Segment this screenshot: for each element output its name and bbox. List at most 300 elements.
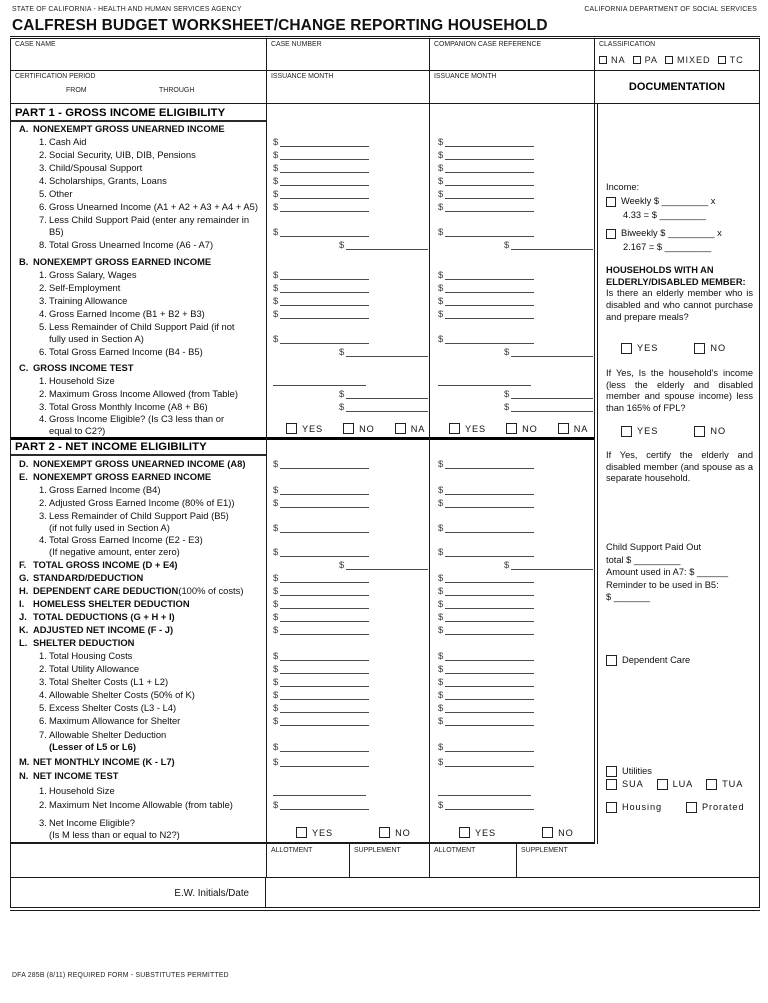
- row-E1-col2-amount-line[interactable]: [445, 492, 534, 495]
- row-L6-col2-field: [438, 718, 534, 728]
- row-B4-col1-amount-line[interactable]: [280, 316, 369, 319]
- row-C-number: C.: [19, 362, 29, 373]
- row-N3-yes-checkbox[interactable]: [296, 827, 307, 838]
- dollar-sign: $: [504, 240, 510, 251]
- row-C4-na-checkbox[interactable]: [395, 423, 406, 434]
- row-C2-col1-amount-line[interactable]: [346, 396, 428, 399]
- dollar-sign: $: [438, 625, 444, 636]
- row-L7-col2-amount-line[interactable]: [445, 749, 534, 752]
- option-label: NO: [395, 827, 411, 838]
- supplement-cell-1[interactable]: [349, 844, 429, 877]
- row-M-col1-amount-line[interactable]: [280, 764, 369, 767]
- row-B5-number: 5.: [39, 321, 47, 332]
- dollar-sign: $: [438, 573, 444, 584]
- row-L7-col1: [266, 744, 429, 754]
- row-G-col1-field: [273, 575, 369, 585]
- row-H-col2-field: [438, 588, 534, 598]
- row-C3-col2-amount-line[interactable]: [511, 409, 593, 412]
- row-L7-col1-amount-line[interactable]: [280, 749, 369, 752]
- row-A8-number: 8.: [39, 239, 47, 250]
- row-L3-col2: [429, 679, 594, 689]
- row-L4-col2-amount-line[interactable]: [445, 697, 534, 700]
- row-L2-col1-field: [273, 666, 369, 676]
- row-C2-col2: [429, 391, 594, 401]
- row-C3-col2-field: [504, 404, 593, 414]
- row-I-col2-amount-line[interactable]: [445, 606, 534, 609]
- dollar-sign: $: [438, 612, 444, 623]
- row-I-label: [11, 598, 266, 611]
- dollar-sign: $: [273, 189, 279, 200]
- row-A-text: NONEXEMPT GROSS UNEARNED INCOME: [33, 123, 225, 134]
- row-C3-col2: [429, 404, 594, 414]
- case-number-cell[interactable]: [266, 39, 429, 70]
- row-L2-col1-amount-line[interactable]: [280, 671, 369, 674]
- row-B3-col2-field: [438, 298, 534, 308]
- fpl-yesno: [606, 426, 753, 438]
- row-N1-col1: [266, 793, 429, 798]
- row-B5-label: [11, 321, 266, 346]
- child-support-line2[interactable]: total $ _________: [606, 554, 681, 565]
- row-B5-col2-amount-line[interactable]: [445, 341, 534, 344]
- row-I-col1-field: [273, 601, 369, 611]
- row-L4-col1: [266, 692, 429, 702]
- row-E4-col2: [429, 549, 594, 559]
- row-C2-text: Maximum Gross Income Allowed (from Table): [49, 388, 238, 399]
- row-E2-text: Adjusted Gross Earned Income (80% of E1)): [49, 497, 235, 508]
- row-C3-col1-amount-line[interactable]: [346, 409, 428, 412]
- row-B3-col1-amount-line[interactable]: [280, 303, 369, 306]
- row-J-number: J.: [19, 611, 27, 622]
- documentation-column: [594, 104, 759, 844]
- row-A4-text: Scholarships, Grants, Loans: [49, 175, 167, 186]
- classification-mixed-checkbox[interactable]: [665, 56, 673, 64]
- fpl-no-checkbox[interactable]: [694, 426, 705, 437]
- option-no: [506, 423, 538, 434]
- row-B5-col1: [266, 336, 429, 346]
- row-E4-col1-amount-line[interactable]: [280, 554, 369, 557]
- row-B6-col2-amount-line[interactable]: [511, 354, 593, 357]
- issuance-month-cell-2[interactable]: [429, 71, 594, 103]
- row-E2-col2-amount-line[interactable]: [445, 505, 534, 508]
- option-label: NO: [558, 827, 574, 838]
- classification-tc-checkbox[interactable]: [718, 56, 726, 64]
- classification-na-checkbox[interactable]: [599, 56, 607, 64]
- row-A3-col1: [266, 165, 429, 175]
- dollar-sign: $: [273, 150, 279, 161]
- row-L1-label: [11, 650, 266, 663]
- row-A6-col2-field: [438, 204, 534, 214]
- row-A5-col1-amount-line[interactable]: [280, 196, 369, 199]
- column-divider-1: [266, 104, 267, 842]
- row-C4-text-line2: equal to C2?): [49, 425, 106, 436]
- row-N2-col2-amount-line[interactable]: [445, 807, 534, 810]
- row-L2-col1: [266, 666, 429, 676]
- row-C4-na-checkbox[interactable]: [558, 423, 569, 434]
- row-A-number: A.: [19, 123, 29, 134]
- row-A2-col2: [429, 152, 594, 162]
- row-A8-col1: [266, 242, 429, 252]
- row-N1-col1-amount-line[interactable]: [273, 793, 366, 796]
- row-D-col1: [266, 461, 429, 471]
- row-B4-col1-field: [273, 311, 369, 321]
- row-A1-col1-amount-line[interactable]: [280, 144, 369, 147]
- row-D-col2-field: [438, 461, 534, 471]
- row-L5-col1-amount-line[interactable]: [280, 710, 369, 713]
- dollar-sign: $: [438, 189, 444, 200]
- option-yes: [296, 827, 333, 838]
- row-L6-col2: [429, 718, 594, 728]
- row-E1-col1: [266, 487, 429, 497]
- row-E3-text-line2: (if not fully used in Section A): [49, 522, 170, 533]
- row-C4-no-checkbox[interactable]: [343, 423, 354, 434]
- row-C3-col1-field: [339, 404, 428, 414]
- row-B2-col2-amount-line[interactable]: [445, 290, 534, 293]
- row-H-col1-amount-line[interactable]: [280, 593, 369, 596]
- dollar-sign: $: [438, 664, 444, 675]
- elderly-question: Is there an elderly member who is disabled and who cannot purchase and prepare meals?: [606, 288, 753, 322]
- dollar-sign: $: [438, 586, 444, 597]
- row-B2-col1-amount-line[interactable]: [280, 290, 369, 293]
- row-N3-text: Net Income Eligible?: [49, 817, 135, 828]
- row-D-text: NONEXEMPT GROSS UNEARNED INCOME (A8): [33, 458, 246, 469]
- row-N3-col2: [429, 827, 594, 842]
- row-A3-col1-amount-line[interactable]: [280, 170, 369, 173]
- dollar-sign: $: [438, 283, 444, 294]
- dollar-sign: $: [273, 334, 279, 345]
- row-A1-col2-field: [438, 139, 534, 149]
- fpl-question: If Yes, Is the household's income (less the elderly and disabled member and spouse income) less than 165% of FPL?: [606, 368, 753, 413]
- row-L4-label: [11, 689, 266, 702]
- elderly-yesno: [606, 343, 753, 355]
- row-K-col1-field: [273, 627, 369, 637]
- row-B1-col1-amount-line[interactable]: [280, 277, 369, 280]
- row-A4-col1-amount-line[interactable]: [280, 183, 369, 186]
- biweekly-checkbox[interactable]: [606, 229, 616, 239]
- row-A4-col1-field: [273, 178, 369, 188]
- dollar-sign: $: [273, 227, 279, 238]
- row-A6-col2-amount-line[interactable]: [445, 209, 534, 212]
- row-M-number: M.: [19, 756, 30, 767]
- row-L6-text: Maximum Allowance for Shelter: [49, 715, 181, 726]
- dollar-sign: $: [273, 202, 279, 213]
- form-number-footer: DFA 285B (8/11) REQUIRED FORM - SUBSTITUTES PERMITTED: [12, 972, 229, 979]
- allotment-cell-1[interactable]: [266, 844, 349, 877]
- row-A3-col2-amount-line[interactable]: [445, 170, 534, 173]
- row-A4-col2-field: [438, 178, 534, 188]
- row-E2-col1-field: [273, 500, 369, 510]
- row-L1-col1: [266, 653, 429, 663]
- child-support-line3[interactable]: Amount used in A7: $ ______: [606, 567, 728, 578]
- row-B4-text: Gross Earned Income (B1 + B2 + B3): [49, 308, 205, 319]
- row-A6-col1-field: [273, 204, 369, 214]
- dollar-sign: $: [438, 651, 444, 662]
- row-L-label: [11, 637, 266, 650]
- row-D-col1-field: [273, 461, 369, 471]
- row-J-col2-field: [438, 614, 534, 624]
- row-A3-text: Child/Spousal Support: [49, 162, 143, 173]
- row-C4-yes-checkbox[interactable]: [449, 423, 460, 434]
- option-no: [379, 827, 411, 838]
- row-L3-col1: [266, 679, 429, 689]
- yes-label: YES: [637, 426, 659, 436]
- row-L1-text: Total Housing Costs: [49, 650, 133, 661]
- allotment-supplement-row: [11, 844, 759, 878]
- row-A6-col1-amount-line[interactable]: [280, 209, 369, 212]
- row-A5-label: [11, 188, 266, 201]
- row-L6-col2-amount-line[interactable]: [445, 723, 534, 726]
- row-N-label: [11, 770, 266, 783]
- row-J-col1-field: [273, 614, 369, 624]
- row-B3-col1: [266, 298, 429, 308]
- row-A6-label: [11, 201, 266, 214]
- allotment-cell-2[interactable]: [429, 844, 516, 877]
- row-F-col1: [266, 562, 429, 572]
- row-E1-col1-field: [273, 487, 369, 497]
- row-A1-col2-amount-line[interactable]: [445, 144, 534, 147]
- row-E1-text: Gross Earned Income (B4): [49, 484, 161, 495]
- row-A2-col1-amount-line[interactable]: [280, 157, 369, 160]
- classification-label: CLASSIFICATION: [599, 41, 656, 48]
- row-M-col2-amount-line[interactable]: [445, 764, 534, 767]
- prorated-label: Prorated: [702, 802, 745, 812]
- row-L1-col2-amount-line[interactable]: [445, 658, 534, 661]
- dollar-sign: $: [273, 547, 279, 558]
- row-E3-col2-amount-line[interactable]: [445, 530, 534, 533]
- row-A8-col1-amount-line[interactable]: [346, 247, 428, 250]
- part1-header: PART 1 - GROSS INCOME ELIGIBILITY: [11, 104, 759, 122]
- worksheet-table: [10, 38, 760, 908]
- row-A5-col2-amount-line[interactable]: [445, 196, 534, 199]
- housing-checkbox[interactable]: [606, 802, 617, 813]
- row-B-label: [11, 256, 266, 269]
- fpl-yes-checkbox[interactable]: [621, 426, 632, 437]
- dollar-sign: $: [339, 560, 345, 571]
- row-A4-col2-amount-line[interactable]: [445, 183, 534, 186]
- case-name-cell[interactable]: [11, 39, 266, 70]
- row-E1-col1-amount-line[interactable]: [280, 492, 369, 495]
- elderly-disabled-block: [606, 264, 753, 323]
- row-E4-col2-field: [438, 549, 534, 559]
- dollar-sign: $: [273, 283, 279, 294]
- row-A5-col2-field: [438, 191, 534, 201]
- dependent-care-checkbox[interactable]: [606, 655, 617, 666]
- lua-checkbox[interactable]: [657, 779, 668, 790]
- row-N1-col2-amount-line[interactable]: [438, 793, 531, 796]
- row-B5-col1-amount-line[interactable]: [280, 341, 369, 344]
- row-G-col1-amount-line[interactable]: [280, 580, 369, 583]
- row-K-label: [11, 624, 266, 637]
- issuance-month-cell-1[interactable]: [266, 71, 429, 103]
- agency-left: STATE OF CALIFORNIA - HEALTH AND HUMAN SERVICES AGENCY: [12, 6, 242, 13]
- row-E3-col1-amount-line[interactable]: [280, 530, 369, 533]
- row-A2-col2-field: [438, 152, 534, 162]
- row-B4-col2-amount-line[interactable]: [445, 316, 534, 319]
- row-A2-col1: [266, 152, 429, 162]
- row-M-col1: [266, 759, 429, 769]
- row-N3-no-checkbox[interactable]: [542, 827, 553, 838]
- dollar-sign: $: [273, 523, 279, 534]
- row-A6-col1: [266, 204, 429, 214]
- weekly-label: Weekly $ _________ x: [621, 196, 716, 207]
- row-I-col1: [266, 601, 429, 611]
- row-B3-number: 3.: [39, 295, 47, 306]
- row-L4-col1-amount-line[interactable]: [280, 697, 369, 700]
- row-B3-col2: [429, 298, 594, 308]
- row-E1-col2: [429, 487, 594, 497]
- classification-pa-label: PA: [644, 55, 658, 65]
- dollar-sign: $: [273, 309, 279, 320]
- row-L6-number: 6.: [39, 715, 47, 726]
- dollar-sign: $: [273, 757, 279, 768]
- row-L1-col1-field: [273, 653, 369, 663]
- utilities-checkbox[interactable]: [606, 766, 617, 777]
- row-E1-number: 1.: [39, 484, 47, 495]
- row-L1-col1-amount-line[interactable]: [280, 658, 369, 661]
- row-L2-col2-amount-line[interactable]: [445, 671, 534, 674]
- row-C1-col1-amount-line[interactable]: [273, 383, 366, 386]
- dollar-sign: $: [438, 677, 444, 688]
- row-C1-col2-amount-line[interactable]: [438, 383, 531, 386]
- utilities-option: [606, 766, 753, 778]
- row-N2-col1-amount-line[interactable]: [280, 807, 369, 810]
- column-divider-2: [429, 104, 430, 842]
- housing-prorated-options: [606, 802, 753, 814]
- row-H-suffix: (100% of costs): [178, 585, 244, 596]
- dollar-sign: $: [438, 757, 444, 768]
- dollar-sign: $: [273, 296, 279, 307]
- row-H-label: [11, 585, 266, 598]
- option-label: YES: [312, 827, 334, 838]
- supplement-cell-2[interactable]: [516, 844, 759, 877]
- row-B1-col1: [266, 272, 429, 282]
- companion-case-cell[interactable]: [429, 39, 594, 70]
- row-A2-col2-amount-line[interactable]: [445, 157, 534, 160]
- row-G-col2-amount-line[interactable]: [445, 580, 534, 583]
- row-E2-col1-amount-line[interactable]: [280, 505, 369, 508]
- row-A7-col1-amount-line[interactable]: [280, 234, 369, 237]
- row-A7-number: 7.: [39, 214, 47, 225]
- row-G-col1: [266, 575, 429, 585]
- row-N2-number: 2.: [39, 799, 47, 810]
- row-K-col1-amount-line[interactable]: [280, 632, 369, 635]
- row-J-col2-amount-line[interactable]: [445, 619, 534, 622]
- row-E4-text-line2: (If negative amount, enter zero): [49, 546, 180, 557]
- row-L5-col1: [266, 705, 429, 715]
- row-D-col2-amount-line[interactable]: [445, 466, 534, 469]
- tua-checkbox[interactable]: [706, 779, 717, 790]
- row-F-col1-field: [339, 562, 428, 572]
- row-K-col2-amount-line[interactable]: [445, 632, 534, 635]
- row-B6-col1: [266, 349, 429, 359]
- row-B4-col2-field: [438, 311, 534, 321]
- option-label: NA: [573, 423, 589, 434]
- housing-label: Housing: [622, 802, 663, 812]
- certification-period-cell[interactable]: [11, 71, 266, 103]
- row-J-col1-amount-line[interactable]: [280, 619, 369, 622]
- row-B6-col1-amount-line[interactable]: [346, 354, 428, 357]
- row-B1-col1-field: [273, 272, 369, 282]
- row-L1-number: 1.: [39, 650, 47, 661]
- row-E4-col2-amount-line[interactable]: [445, 554, 534, 557]
- row-B3-col2-amount-line[interactable]: [445, 303, 534, 306]
- row-B6-label: [11, 346, 266, 359]
- prorated-checkbox[interactable]: [686, 802, 697, 813]
- agency-line: [12, 6, 757, 13]
- dollar-sign: $: [273, 625, 279, 636]
- dependent-care-option: [606, 655, 753, 667]
- row-L2-number: 2.: [39, 663, 47, 674]
- row-E4-number: 4.: [39, 534, 47, 545]
- row-C1-col2: [429, 383, 594, 388]
- option-label: YES: [465, 423, 487, 434]
- row-A8-label: [11, 239, 266, 252]
- weekly-checkbox[interactable]: [606, 197, 616, 207]
- row-C4-label: [11, 413, 266, 438]
- row-F-col2-amount-line[interactable]: [511, 567, 593, 570]
- child-support-line5[interactable]: $ _______: [606, 592, 650, 603]
- ew-initials-cell[interactable]: [266, 878, 759, 908]
- row-C1-number: 1.: [39, 375, 47, 386]
- row-F-col1-amount-line[interactable]: [346, 567, 428, 570]
- row-C3-col1: [266, 404, 429, 414]
- classification-pa-checkbox[interactable]: [633, 56, 641, 64]
- row-E2-col1: [266, 500, 429, 510]
- dollar-sign: $: [273, 573, 279, 584]
- row-M-text: NET MONTHLY INCOME (K - L7): [33, 756, 175, 767]
- row-N1-text: Household Size: [49, 785, 115, 796]
- row-A5-col2: [429, 191, 594, 201]
- row-A3-col2: [429, 165, 594, 175]
- elderly-yes-checkbox[interactable]: [621, 343, 632, 354]
- page-title: CALFRESH BUDGET WORKSHEET/CHANGE REPORTING HOUSEHOLD: [12, 17, 548, 34]
- row-G-text: STANDARD/DEDUCTION: [33, 572, 144, 583]
- row-B1-col2: [429, 272, 594, 282]
- row-L5-col2-amount-line[interactable]: [445, 710, 534, 713]
- row-C2-col2-amount-line[interactable]: [511, 396, 593, 399]
- row-C4-no-checkbox[interactable]: [506, 423, 517, 434]
- row-N3-yes-checkbox[interactable]: [459, 827, 470, 838]
- tua-label: TUA: [722, 779, 744, 789]
- row-A3-label: [11, 162, 266, 175]
- row-A2-col1-field: [273, 152, 369, 162]
- row-A6-number: 6.: [39, 201, 47, 212]
- elderly-no-checkbox[interactable]: [694, 343, 705, 354]
- row-N3-no-checkbox[interactable]: [379, 827, 390, 838]
- row-L6-col1-amount-line[interactable]: [280, 723, 369, 726]
- row-B6-number: 6.: [39, 346, 47, 357]
- row-A4-col1: [266, 178, 429, 188]
- row-L3-col2-amount-line[interactable]: [445, 684, 534, 687]
- row-A8-col2-amount-line[interactable]: [511, 247, 593, 250]
- row-B2-col1: [266, 285, 429, 295]
- row-H-col2-amount-line[interactable]: [445, 593, 534, 596]
- row-I-col1-amount-line[interactable]: [280, 606, 369, 609]
- row-L3-col1-amount-line[interactable]: [280, 684, 369, 687]
- dollar-sign: $: [273, 459, 279, 470]
- row-C4-yes-checkbox[interactable]: [286, 423, 297, 434]
- sua-checkbox[interactable]: [606, 779, 617, 790]
- row-D-col1-amount-line[interactable]: [280, 466, 369, 469]
- row-E3-text: Less Remainder of Child Support Paid (B5): [49, 510, 229, 521]
- agency-right: CALIFORNIA DEPARTMENT OF SOCIAL SERVICES: [584, 6, 757, 13]
- row-E1-label: [11, 484, 266, 497]
- row-A7-col2-amount-line[interactable]: [445, 234, 534, 237]
- row-N1-col2: [429, 793, 594, 798]
- row-A3-col2-field: [438, 165, 534, 175]
- row-C1-text: Household Size: [49, 375, 115, 386]
- companion-case-label: COMPANION CASE REFERENCE: [434, 41, 542, 48]
- row-B1-col2-amount-line[interactable]: [445, 277, 534, 280]
